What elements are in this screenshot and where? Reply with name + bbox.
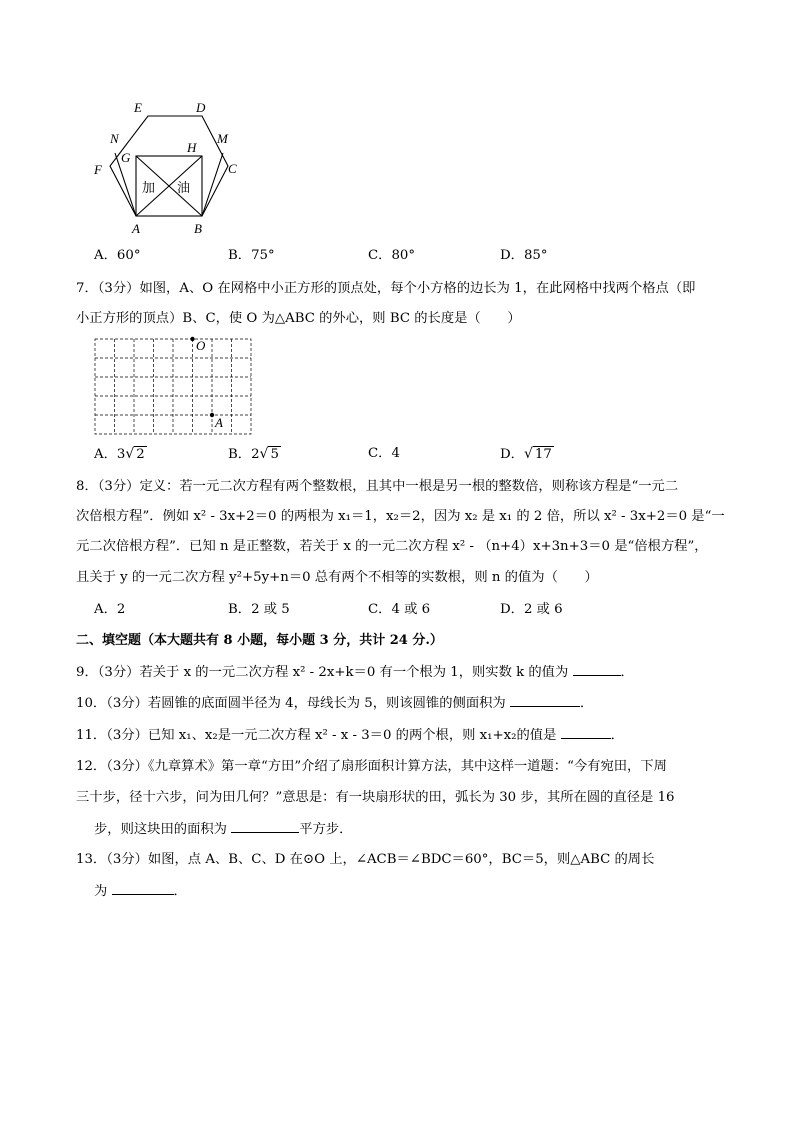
hexagon-shape xyxy=(110,116,228,216)
label-m: M xyxy=(217,131,228,146)
q8-option-c: C．4 或 6 xyxy=(368,602,431,617)
q9-line: 9．（3分）若关于 x 的一元二次方程 x² - 2x+k＝0 有一个根为 1，则实数 k 的值为 ． xyxy=(76,662,634,683)
grid-label-a: A xyxy=(215,415,223,430)
q6-option-b: B．75° xyxy=(228,248,275,263)
label-d: D xyxy=(196,100,206,115)
square-text-you: 油 xyxy=(177,181,191,196)
label-f: F xyxy=(94,162,102,177)
q6-option-c: C．80° xyxy=(368,248,416,263)
q6-option-a: A．60° xyxy=(94,248,141,263)
label-c: C xyxy=(228,161,237,176)
label-a: A xyxy=(132,221,140,236)
q6-option-d: D．85° xyxy=(500,248,548,263)
square-text-jia: 加 xyxy=(142,181,156,196)
section-fill-in-heading: 二、填空题（本大题共有 8 小题，每小题 3 分，共计 24 分.） xyxy=(76,633,443,648)
label-e: E xyxy=(134,100,142,115)
q8-option-b: B．2 或 5 xyxy=(228,602,290,617)
q8-line4: 且关于 y 的一元二次方程 y²+5y+n＝0 总有两个不相等的实数根，则 n 的值为（ ） xyxy=(76,570,598,585)
q7-stem-line1: 7．（3分）如图，A、O 在网格中小正方形的顶点处，每个小方格的边长为 1，在此网格中找两个格点（即 xyxy=(76,281,696,296)
q12-answer-blank[interactable] xyxy=(231,819,299,833)
q11-line: 11．（3分）已知 x₁、x₂是一元二次方程 x² - x - 3＝0 的两个根，则 x₁+x₂的值是 ． xyxy=(76,725,624,746)
q11-answer-blank[interactable] xyxy=(561,725,611,739)
q12-line1: 12．（3分）《九章算术》第一章“方田”介绍了扇形面积计算方法，其中这样一道题：“今有宛田，下周 xyxy=(76,759,667,774)
point-o xyxy=(190,337,194,341)
q7-stem-line2: 小正方形的顶点）B、C，使 O 为△ABC 的外心，则 BC 的长度是（ ） xyxy=(76,311,521,326)
label-b: B xyxy=(194,221,202,236)
q8-option-d: D．2 或 6 xyxy=(500,602,563,617)
q8-line1: 8．（3分）定义：若一元二次方程有两个整数根，且其中一根是另一根的整数倍，则称该方程是“一元二 xyxy=(76,479,679,494)
q12-line3: 步，则这块田的面积为 平方步． xyxy=(94,819,352,840)
grid-label-o: O xyxy=(196,338,206,353)
grid-figure xyxy=(90,334,260,438)
q8-option-a: A．2 xyxy=(94,602,126,617)
q13-line1: 13．（3分）如图，点 A、B、C、D 在⊙O 上，∠ACB＝∠BDC＝60°，BC＝5，则△ABC 的周长 xyxy=(76,852,655,867)
q10-line: 10．（3分）若圆锥的底面圆半径为 4，母线长为 5，则该圆锥的侧面积为 ． xyxy=(76,693,593,714)
hexagon-figure xyxy=(90,96,250,236)
q12-line2: 三十步，径十六步，问为田几何？”意思是：有一块扇形状的田，弧长为 30 步，其所在圆的直径是 16 xyxy=(76,790,675,805)
point-a xyxy=(210,413,214,417)
q8-line2: 次倍根方程”．例如 x² - 3x+2＝0 的两根为 x₁＝1，x₂＝2，因为 x₂ 是 x₁ 的 2 倍，所以 x² - 3x+2＝0 是“一 xyxy=(76,509,725,524)
q13-answer-blank[interactable] xyxy=(112,881,174,895)
q7-option-b: B．2√ 5 xyxy=(228,446,279,462)
q7-option-a: A．3√ 2 xyxy=(94,446,145,462)
label-h: H xyxy=(187,140,197,155)
q7-option-c: C．4 xyxy=(368,446,400,461)
q7-option-d: D．√ 17 xyxy=(500,446,552,462)
q10-answer-blank[interactable] xyxy=(510,693,580,707)
q9-answer-blank[interactable] xyxy=(573,662,621,676)
label-g: G xyxy=(121,150,131,165)
q13-line2: 为 ． xyxy=(94,881,187,902)
label-n: N xyxy=(110,131,119,146)
q8-line3: 元二次倍根方程”．已知 n 是正整数，若关于 x 的一元二次方程 x² - （n+4）x+3n+3＝0 是“倍根方程”， xyxy=(76,539,708,554)
